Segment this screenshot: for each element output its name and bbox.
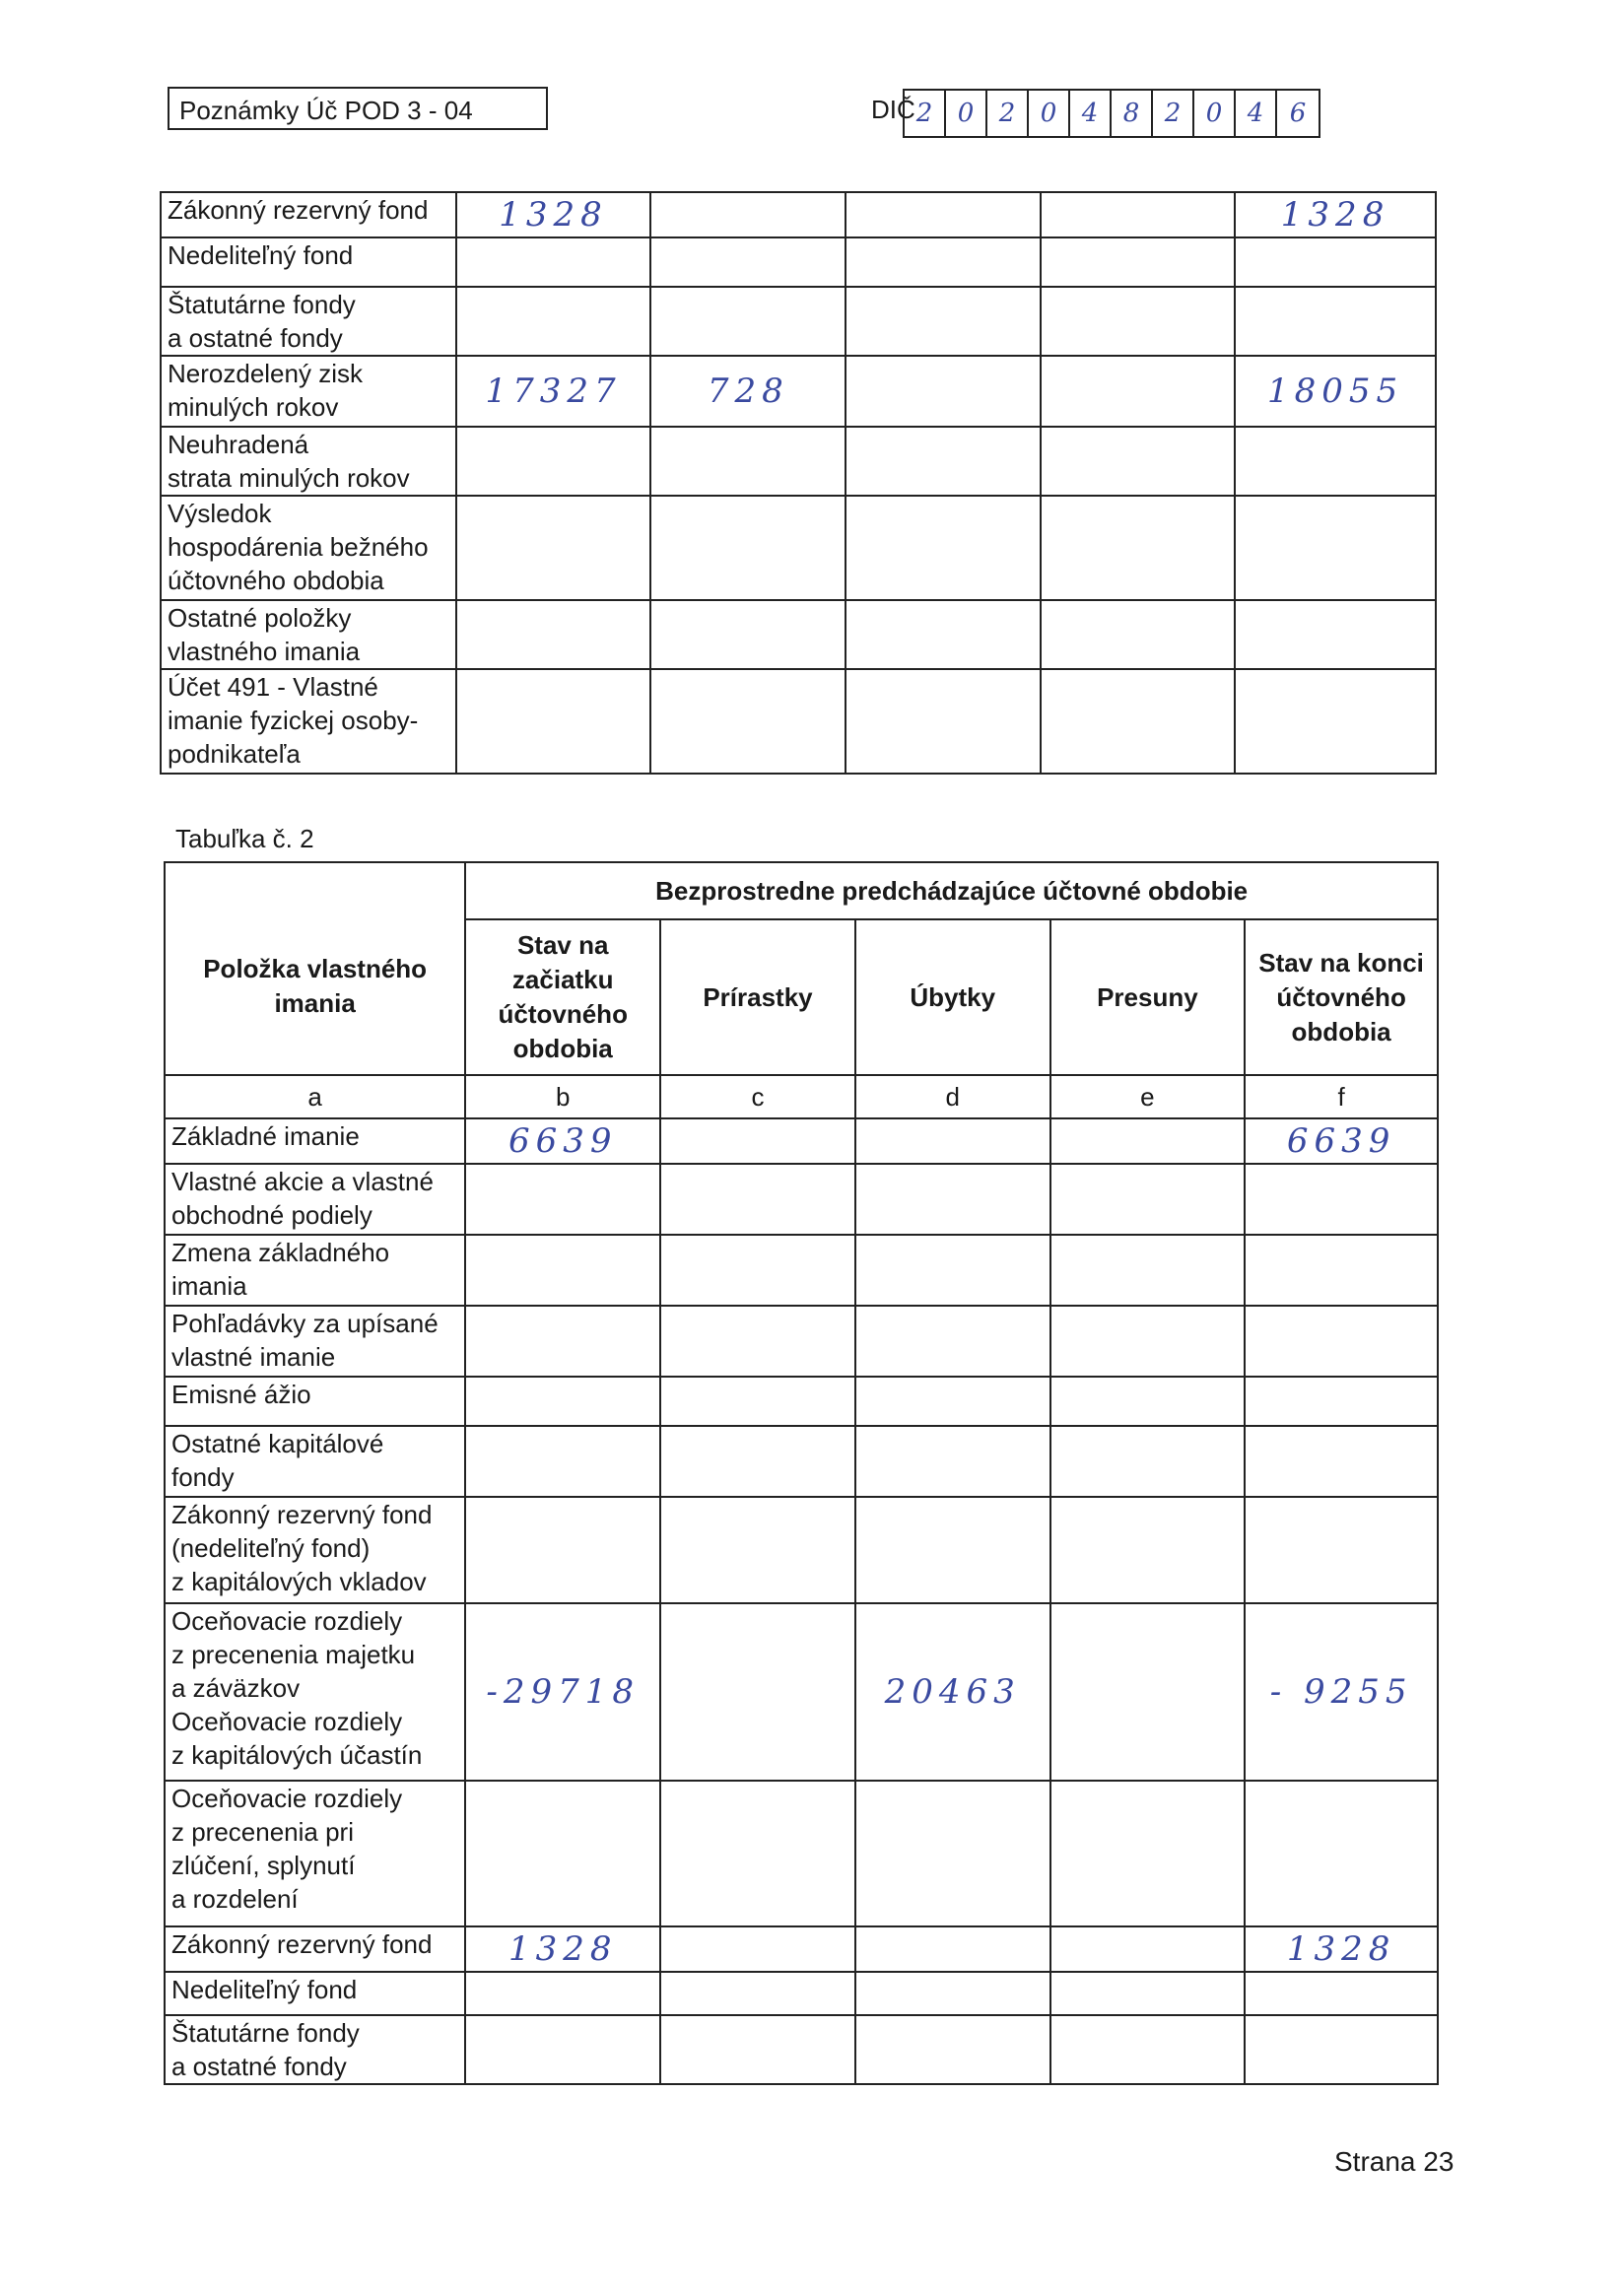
row-label: Nedeliteľný fond	[165, 1972, 465, 2015]
value-cell-e	[1050, 1164, 1246, 1235]
value-cell-d	[855, 2015, 1050, 2084]
value-cell-d	[855, 1306, 1050, 1377]
table-row	[161, 356, 1436, 427]
value-cell-c	[660, 2015, 855, 2084]
value-cell-e	[1041, 600, 1235, 669]
value-cell-d	[855, 1972, 1050, 2015]
value-cell-f: 6639	[1245, 1118, 1438, 1164]
value-cell-e	[1041, 287, 1235, 356]
table-row	[165, 1306, 1438, 1377]
value-cell-d	[855, 1235, 1050, 1306]
value-cell-b	[456, 287, 651, 356]
value-cell-d: 20463	[855, 1603, 1050, 1781]
table-row	[165, 1497, 1438, 1603]
value-cell-d	[855, 1118, 1050, 1164]
value-cell-c	[660, 1306, 855, 1377]
period-header: Bezprostredne predchádzajúce účtovné obdobie	[465, 862, 1438, 919]
row-label: Vlastné akcie a vlastné obchodné podiely	[165, 1164, 465, 1235]
table-row	[165, 1426, 1438, 1497]
dic-digit: 2	[1153, 91, 1194, 136]
table-row	[165, 2015, 1438, 2084]
row-label: Nedeliteľný fond	[161, 237, 456, 287]
row-label: Zákonný rezervný fond (nedeliteľný fond) z kapitálových vkladov	[165, 1497, 465, 1603]
value-cell-f	[1245, 1972, 1438, 2015]
value-cell-d	[855, 1781, 1050, 1926]
value-cell-e	[1050, 1781, 1246, 1926]
value-cell-c	[650, 496, 846, 600]
row-label: Účet 491 - Vlastné imanie fyzickej osoby- podnikateľa	[161, 669, 456, 774]
value-cell-d	[855, 1926, 1050, 1972]
value-cell-e	[1050, 1426, 1246, 1497]
value-cell-b: 6639	[465, 1118, 660, 1164]
value-cell-c	[650, 192, 846, 237]
value-cell-e	[1050, 1926, 1246, 1972]
dic-digit: 0	[946, 91, 987, 136]
column-letter: f	[1245, 1075, 1438, 1118]
value-cell-b	[465, 1972, 660, 2015]
table-row	[161, 427, 1436, 496]
value-cell-e	[1041, 496, 1235, 600]
equity-table-previous	[164, 861, 1439, 2085]
row-label: Výsledok hospodárenia bežného účtovného obdobia	[161, 496, 456, 600]
value-cell-f	[1235, 427, 1436, 496]
value-cell-e	[1050, 1306, 1246, 1377]
value-cell-d	[855, 1497, 1050, 1603]
value-cell-b	[465, 2015, 660, 2084]
value-cell-c	[660, 1235, 855, 1306]
form-title-box	[168, 87, 548, 130]
value-cell-f: 1328	[1235, 192, 1436, 237]
value-cell-b	[465, 1781, 660, 1926]
value-cell-d	[846, 287, 1040, 356]
table-row	[161, 192, 1436, 237]
row-label: Štatutárne fondy a ostatné fondy	[165, 2015, 465, 2084]
value-cell-b: 1328	[456, 192, 651, 237]
dic-digit: 2	[987, 91, 1029, 136]
table-caption: Tabuľka č. 2	[175, 824, 314, 853]
row-label: Zákonný rezervný fond	[165, 1926, 465, 1972]
value-cell-f	[1245, 1164, 1438, 1235]
value-cell-c	[660, 1164, 855, 1235]
dic-digit: 4	[1070, 91, 1112, 136]
row-label: Oceňovacie rozdiely z precenenia majetku a záväzkov Oceňovacie rozdiely z kapitálových účastín	[165, 1603, 465, 1781]
value-cell-e	[1041, 192, 1235, 237]
value-cell-b	[465, 1497, 660, 1603]
value-cell-f	[1245, 2015, 1438, 2084]
col-header-e: Presuny	[1050, 919, 1246, 1075]
table-row	[165, 1972, 1438, 2015]
column-letter: b	[465, 1075, 660, 1118]
col-header-b: Stav na začiatku účtovného obdobia	[465, 919, 660, 1075]
column-letter: e	[1050, 1075, 1246, 1118]
value-cell-c	[650, 600, 846, 669]
value-cell-d	[846, 237, 1040, 287]
value-cell-c	[660, 1972, 855, 2015]
form-title: Poznámky Úč POD 3 - 04	[179, 96, 473, 125]
value-cell-e	[1041, 237, 1235, 287]
table-row	[161, 287, 1436, 356]
value-cell-b	[465, 1377, 660, 1426]
value-cell-f	[1235, 496, 1436, 600]
value-cell-f	[1235, 237, 1436, 287]
value-cell-b	[465, 1235, 660, 1306]
row-label: Oceňovacie rozdiely z precenenia pri zlúčení, splynutí a rozdelení	[165, 1781, 465, 1926]
value-cell-b	[456, 669, 651, 774]
dic-digit: 0	[1029, 91, 1070, 136]
value-cell-c	[650, 669, 846, 774]
value-cell-c	[660, 1926, 855, 1972]
value-cell-c	[660, 1377, 855, 1426]
row-label: Zákonný rezervný fond	[161, 192, 456, 237]
col-header-f: Stav na konci účtovného obdobia	[1245, 919, 1438, 1075]
row-label: Zmena základného imania	[165, 1235, 465, 1306]
value-cell-f: 1328	[1245, 1926, 1438, 1972]
col-header-item: Položka vlastného imania	[165, 862, 465, 1075]
value-cell-f: 18055	[1235, 356, 1436, 427]
value-cell-f	[1245, 1377, 1438, 1426]
value-cell-d	[855, 1426, 1050, 1497]
value-cell-f	[1245, 1426, 1438, 1497]
value-cell-c	[660, 1497, 855, 1603]
row-label: Ostatné položky vlastného imania	[161, 600, 456, 669]
table-row	[165, 1781, 1438, 1926]
table-row	[161, 600, 1436, 669]
dic-digit: 6	[1289, 99, 1307, 128]
value-cell-e	[1050, 1972, 1246, 2015]
table-row	[161, 237, 1436, 287]
value-cell-b	[456, 427, 651, 496]
value-cell-f	[1245, 1497, 1438, 1603]
value-cell-e	[1050, 1377, 1246, 1426]
table-row	[165, 1164, 1438, 1235]
value-cell-c	[650, 427, 846, 496]
row-label: Ostatné kapitálové fondy	[165, 1426, 465, 1497]
row-label: Základné imanie	[165, 1118, 465, 1164]
table-row	[165, 1603, 1438, 1781]
value-cell-b	[456, 496, 651, 600]
value-cell-d	[846, 669, 1040, 774]
table-row	[161, 496, 1436, 600]
value-cell-f	[1235, 287, 1436, 356]
column-letter: c	[660, 1075, 855, 1118]
value-cell-f: - 9255	[1245, 1603, 1438, 1781]
table-row	[165, 1118, 1438, 1164]
row-label: Neuhradená strata minulých rokov	[161, 427, 456, 496]
value-cell-d	[846, 600, 1040, 669]
value-cell-d	[855, 1164, 1050, 1235]
value-cell-f	[1245, 1306, 1438, 1377]
column-letter: a	[165, 1075, 465, 1118]
value-cell-f	[1245, 1781, 1438, 1926]
page-number: Strana 23	[1334, 2146, 1455, 2177]
value-cell-b	[456, 237, 651, 287]
value-cell-b	[456, 600, 651, 669]
row-label: Pohľadávky za upísané vlastné imanie	[165, 1306, 465, 1377]
value-cell-f	[1235, 600, 1436, 669]
column-letter: d	[855, 1075, 1050, 1118]
value-cell-c	[660, 1118, 855, 1164]
dic-digit: 4	[1236, 91, 1277, 136]
value-cell-e	[1041, 669, 1235, 774]
value-cell-e	[1041, 427, 1235, 496]
dic-digit: 2	[905, 91, 946, 136]
value-cell-c: 728	[650, 356, 846, 427]
col-header-c: Prírastky	[660, 919, 855, 1075]
value-cell-c	[660, 1426, 855, 1497]
value-cell-b: 17327	[456, 356, 651, 427]
value-cell-e	[1041, 356, 1235, 427]
value-cell-c	[650, 287, 846, 356]
value-cell-b	[465, 1164, 660, 1235]
value-cell-e	[1050, 1235, 1246, 1306]
col-header-d: Úbytky	[855, 919, 1050, 1075]
value-cell-d	[855, 1377, 1050, 1426]
dic-digit: 8	[1112, 91, 1153, 136]
value-cell-e	[1050, 2015, 1246, 2084]
row-label: Emisné ážio	[165, 1377, 465, 1426]
value-cell-d	[846, 356, 1040, 427]
value-cell-c	[660, 1781, 855, 1926]
value-cell-d	[846, 496, 1040, 600]
value-cell-b	[465, 1426, 660, 1497]
dic-cells	[903, 89, 1320, 138]
value-cell-c	[660, 1603, 855, 1781]
row-label: Štatutárne fondy a ostatné fondy	[161, 287, 456, 356]
value-cell-d	[846, 427, 1040, 496]
value-cell-e	[1050, 1497, 1246, 1603]
row-label: Nerozdelený zisk minulých rokov	[161, 356, 456, 427]
value-cell-e	[1050, 1118, 1246, 1164]
dic-label: DIČ	[871, 95, 915, 124]
value-cell-d	[846, 192, 1040, 237]
value-cell-b	[465, 1306, 660, 1377]
value-cell-b: 1328	[465, 1926, 660, 1972]
table-row	[165, 1377, 1438, 1426]
value-cell-f	[1245, 1235, 1438, 1306]
table-row	[165, 1235, 1438, 1306]
equity-table-current	[160, 191, 1437, 775]
value-cell-f	[1235, 669, 1436, 774]
table-row	[165, 1926, 1438, 1972]
dic-digit: 0	[1194, 91, 1236, 136]
value-cell-b: -29718	[465, 1603, 660, 1781]
value-cell-e	[1050, 1603, 1246, 1781]
table-row	[161, 669, 1436, 774]
value-cell-c	[650, 237, 846, 287]
